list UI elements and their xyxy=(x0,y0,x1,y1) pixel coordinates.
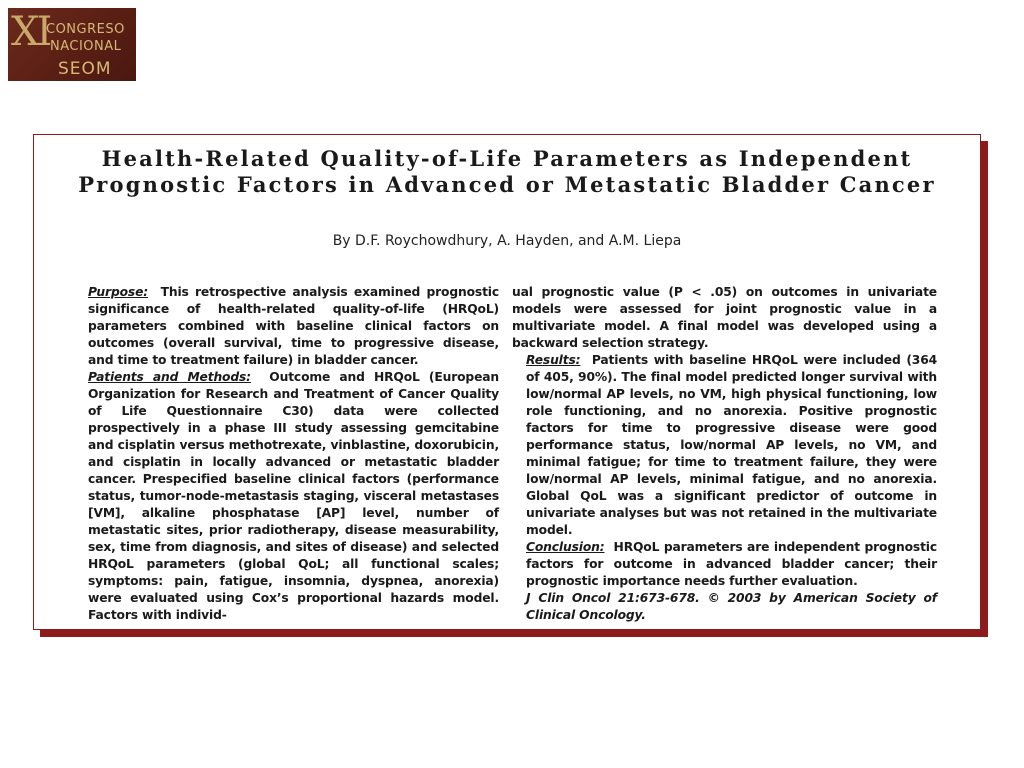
methods-text-part-1: Outcome and HRQoL (European Organization for Research and Treatment of Cancer Quality of Life Questionnaire C30) data were collected prospectively in a phase III study assessing gemcitabine and cisplatin versus methotrexate, vinblastine, doxorubicin, and cisplatin in locally advanced or metastatic bladder cancer. Prespecified baseline clinical factors (performance status, tumor-node-metastasis staging, visceral metastases [VM], alkaline phosphatase [AP] level, number of metastatic sites, prior radiotherapy, disease measurability, sex, time from diagnosis, and sites of disease) and selected HRQoL parameters (global QoL; all functional scales; symptoms: pain, fatigue, insomnia, dyspnea, anorexia) were evaluated using Cox’s proportional hazards model. Factors with individ- xyxy=(88,370,500,622)
results-text: Patients with baseline HRQoL were included (364 of 405, 90%). The final model predicted longer survival with low/normal AP levels, no VM, high physical functioning, low role functioning, and no anorexia. Positive prognostic factors for time to progressive disease were good performance status, low/normal AP levels, no VM, and minimal fatigue; for time to treatment failure, they were low/normal AP levels, minimal fatigue, and no anorexia. Global QoL was a significant predictor of outcome in univariate analyses but was not retained in the multivariate model. xyxy=(526,353,938,537)
article-byline: By D.F. Roychowdhury, A. Hayden, and A.M. Liepa xyxy=(332,233,682,249)
purpose-text: This retrospective analysis examined prognostic significance of health-related quality-of-life (HRQoL) parameters combined with baseline clinical factors on outcomes (overall survival, time to progressive disease, and time to treatment failure) in bladder cancer. xyxy=(88,285,500,367)
abstract-column-right xyxy=(512,284,937,624)
logo-line-congreso: CONGRESO xyxy=(46,22,125,37)
conclusion-heading: Conclusion: xyxy=(526,540,605,554)
logo-line-nacional: NACIONAL xyxy=(50,39,122,54)
article-title-line-2: Prognostic Factors in Advanced or Metastatic Bladder Cancer xyxy=(78,172,936,197)
results-heading: Results: xyxy=(526,353,581,367)
article-title xyxy=(34,146,980,198)
logo-line-seom: SEOM xyxy=(58,59,112,79)
article-title-line-1: Health-Related Quality-of-Life Parameters as Independent xyxy=(101,146,913,171)
purpose-paragraph xyxy=(74,284,499,369)
abstract-column-left xyxy=(74,284,499,624)
article-abstract-card xyxy=(33,134,981,630)
methods-continuation xyxy=(512,284,937,352)
citation-paragraph xyxy=(512,590,937,624)
methods-heading: Patients and Methods: xyxy=(88,370,251,384)
conclusion-text: HRQoL parameters are independent prognostic factors for outcome in advanced bladder cancer; their prognostic importance needs further evaluation. xyxy=(526,540,937,588)
purpose-heading: Purpose: xyxy=(88,285,149,299)
logo-roman-numeral: XI xyxy=(11,9,50,55)
conclusion-paragraph xyxy=(512,539,937,590)
methods-paragraph xyxy=(74,369,499,624)
congreso-seom-logo xyxy=(8,8,136,81)
methods-text-part-2: ual prognostic value (P < .05) on outcomes in univariate models were assessed for joint prognostic value in a multivariate model. A final model was developed using a backward selection strategy. xyxy=(512,285,937,350)
results-paragraph xyxy=(512,352,937,539)
citation-text: J Clin Oncol 21:673-678. © 2003 by American Society of Clinical Oncology. xyxy=(526,591,937,622)
